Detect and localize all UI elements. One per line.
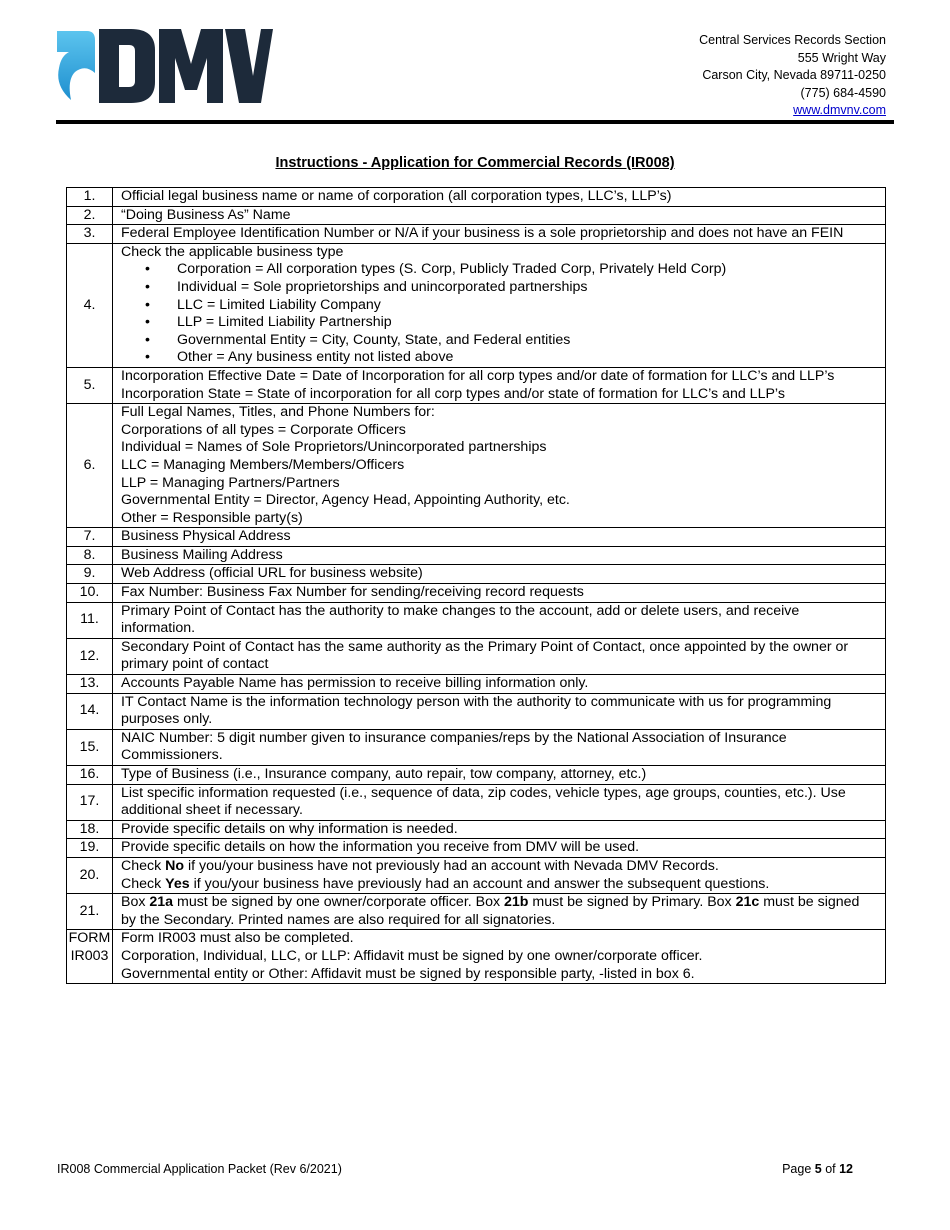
table-row: [67, 546, 886, 565]
table-row: [67, 675, 886, 694]
row-number: 16.: [67, 766, 113, 785]
row-number: 5.: [67, 367, 113, 403]
row-line: LLP = Managing Partners/Partners: [121, 474, 340, 491]
footer-form-revision: IR008 Commercial Application Packet (Rev 6/2021): [57, 1162, 342, 1176]
dmv-logo-graphic: [57, 28, 273, 104]
table-row: [67, 206, 886, 225]
list-item: • Individual = Sole proprietorships and unincorporated partnerships: [121, 279, 877, 297]
current-page: 5: [814, 1162, 822, 1176]
row-text: Provide specific details on how the information you receive from DMV will be used.: [113, 839, 886, 858]
row-number: 18.: [67, 820, 113, 839]
row-number: 15.: [67, 729, 113, 765]
form-id: IR003: [70, 947, 109, 964]
row-line: Governmental Entity = Director, Agency Head, Appointing Authority, etc.: [121, 492, 570, 509]
row-line: Incorporation Effective Date = Date of Incorporation for all corp types and/or date of formation for LLC’s and LLP’s: [121, 367, 835, 384]
row-text: Federal Employee Identification Number or N/A if your business is a sole proprietorship and does not have an FEIN: [113, 225, 886, 244]
box-21b-text: must be signed by Primary. Box: [528, 894, 736, 911]
row-text: Secondary Point of Contact has the same authority as the Primary Point of Contact, once appointed by the owner or primary point of contact: [113, 638, 886, 674]
list-item: • Corporation = All corporation types (S. Corp, Publicly Traded Corp, Privately Held Corp): [121, 261, 877, 279]
address-line: Carson City, Nevada 89711-0250: [702, 68, 886, 83]
row-text: [113, 857, 886, 893]
list-item: • LLP = Limited Liability Partnership: [121, 314, 877, 332]
table-row: [67, 729, 886, 765]
row-line: Full Legal Names, Titles, and Phone Numbers for:: [121, 404, 435, 421]
list-item: • Governmental Entity = City, County, State, and Federal entities: [121, 332, 877, 350]
row-number: 3.: [67, 225, 113, 244]
instructions-table: [66, 187, 886, 984]
row-text: Type of Business (i.e., Insurance company, auto repair, tow company, attorney, etc.): [113, 766, 886, 785]
row-number: 17.: [67, 784, 113, 820]
table-row: [67, 404, 886, 528]
row-line: Individual = Names of Sole Proprietors/Unincorporated partnerships: [121, 439, 547, 456]
row-line: [121, 876, 877, 894]
row-text: [113, 404, 886, 528]
row-text: Business Physical Address: [113, 528, 886, 547]
row-number: 19.: [67, 839, 113, 858]
box-21c-label: 21c: [735, 894, 760, 911]
check-word: Check: [121, 875, 166, 892]
row-text: [113, 243, 886, 367]
row-line: Incorporation State = State of incorporation for all corp types and/or state of formation for LLC’s and LLP’s: [121, 385, 785, 402]
row-text: Provide specific details on why information is needed.: [113, 820, 886, 839]
yes-keyword: Yes: [165, 875, 190, 892]
list-item: • LLC = Limited Liability Company: [121, 297, 877, 315]
row-number: 8.: [67, 546, 113, 565]
address-block: [699, 32, 886, 120]
box-21a-text: must be signed by one owner/corporate officer. Box: [173, 894, 505, 911]
row-text: Fax Number: Business Fax Number for sending/receiving record requests: [113, 584, 886, 603]
table-row: [67, 528, 886, 547]
row-text: [113, 367, 886, 403]
row-line: LLC = Managing Members/Members/Officers: [121, 456, 405, 473]
row-number: 21.: [67, 894, 113, 930]
address-line: 555 Wright Way: [797, 50, 886, 65]
table-row: [67, 584, 886, 603]
no-keyword: No: [165, 857, 185, 874]
header-divider: [56, 120, 894, 124]
box-21b-label: 21b: [504, 894, 529, 911]
row-number: 10.: [67, 584, 113, 603]
check-word: Check: [121, 857, 166, 874]
row-number: 4.: [67, 243, 113, 367]
table-row: [67, 225, 886, 244]
table-row: [67, 894, 886, 930]
row-number: [67, 930, 113, 984]
row-text: List specific information requested (i.e., sequence of data, zip codes, vehicle types, age groups, counties, etc.). Use additional sheet if necessary.: [113, 784, 886, 820]
row-text: Web Address (official URL for business website): [113, 565, 886, 584]
table-row: [67, 766, 886, 785]
row-text: Primary Point of Contact has the authority to make changes to the account, add or delete users, and receive information.: [113, 602, 886, 638]
box-21a-label: 21a: [149, 894, 174, 911]
row-number: 11.: [67, 602, 113, 638]
table-row: [67, 693, 886, 729]
business-type-list: [121, 261, 877, 367]
table-row: [67, 784, 886, 820]
table-row: [67, 188, 886, 207]
form-label: FORM: [68, 930, 111, 947]
row-line: Form IR003 must also be completed.: [121, 930, 354, 947]
row-text: Official legal business name or name of corporation (all corporation types, LLC’s, LLP’s): [113, 188, 886, 207]
row-number: 6.: [67, 404, 113, 528]
row-number: 14.: [67, 693, 113, 729]
row-number: 12.: [67, 638, 113, 674]
page-label: Page: [782, 1162, 815, 1176]
no-description: if you/your business have not previously had an account with Nevada DMV Records.: [184, 857, 719, 874]
row-number: 7.: [67, 528, 113, 547]
table-row: [67, 638, 886, 674]
row-line: [121, 858, 877, 876]
website-link[interactable]: www.dmvnv.com: [793, 103, 886, 118]
table-row: [67, 820, 886, 839]
row-text: NAIC Number: 5 digit number given to insurance companies/reps by the National Association of Insurance Commissioners.: [113, 729, 886, 765]
row-number: 2.: [67, 206, 113, 225]
table-row: [67, 565, 886, 584]
phone-number: (775) 684-4590: [800, 85, 886, 100]
row-number: 1.: [67, 188, 113, 207]
box-word: Box: [121, 894, 150, 911]
row-line: Governmental entity or Other: Affidavit must be signed by responsible party, -listed in box 6.: [121, 965, 695, 982]
table-row: [67, 367, 886, 403]
business-type-heading: Check the applicable business type: [121, 243, 344, 260]
row-line: Other = Responsible party(s): [121, 509, 303, 526]
table-row: [67, 857, 886, 893]
footer-page-number: [782, 1162, 853, 1176]
row-line: Corporations of all types = Corporate Officers: [121, 421, 406, 438]
row-text: [113, 894, 886, 930]
row-text: Business Mailing Address: [113, 546, 886, 565]
list-item: • Other = Any business entity not listed above: [121, 349, 877, 367]
row-text: Accounts Payable Name has permission to receive billing information only.: [113, 675, 886, 694]
box-21c-text: must be signed by the Secondary. Printed names are also required for all signatories.: [121, 894, 860, 928]
row-number: 13.: [67, 675, 113, 694]
row-number: 9.: [67, 565, 113, 584]
total-pages: 12: [839, 1162, 853, 1176]
row-text: [113, 930, 886, 984]
dmv-logo: [57, 28, 273, 104]
row-number: 20.: [67, 857, 113, 893]
address-line: Central Services Records Section: [699, 33, 886, 47]
page-title: Instructions - Application for Commercial Records (IR008): [275, 155, 675, 171]
row-text: “Doing Business As” Name: [113, 206, 886, 225]
row-line: Corporation, Individual, LLC, or LLP: Affidavit must be signed by one owner/corporate officer.: [121, 947, 703, 964]
table-row: [67, 243, 886, 367]
page-of: of: [821, 1162, 840, 1176]
table-row: [67, 839, 886, 858]
table-row: [67, 930, 886, 984]
table-row: [67, 602, 886, 638]
row-text: IT Contact Name is the information technology person with the authority to communicate with us for programming purposes only.: [113, 693, 886, 729]
yes-description: if you/your business have previously had an account and answer the subsequent questions.: [189, 875, 770, 892]
